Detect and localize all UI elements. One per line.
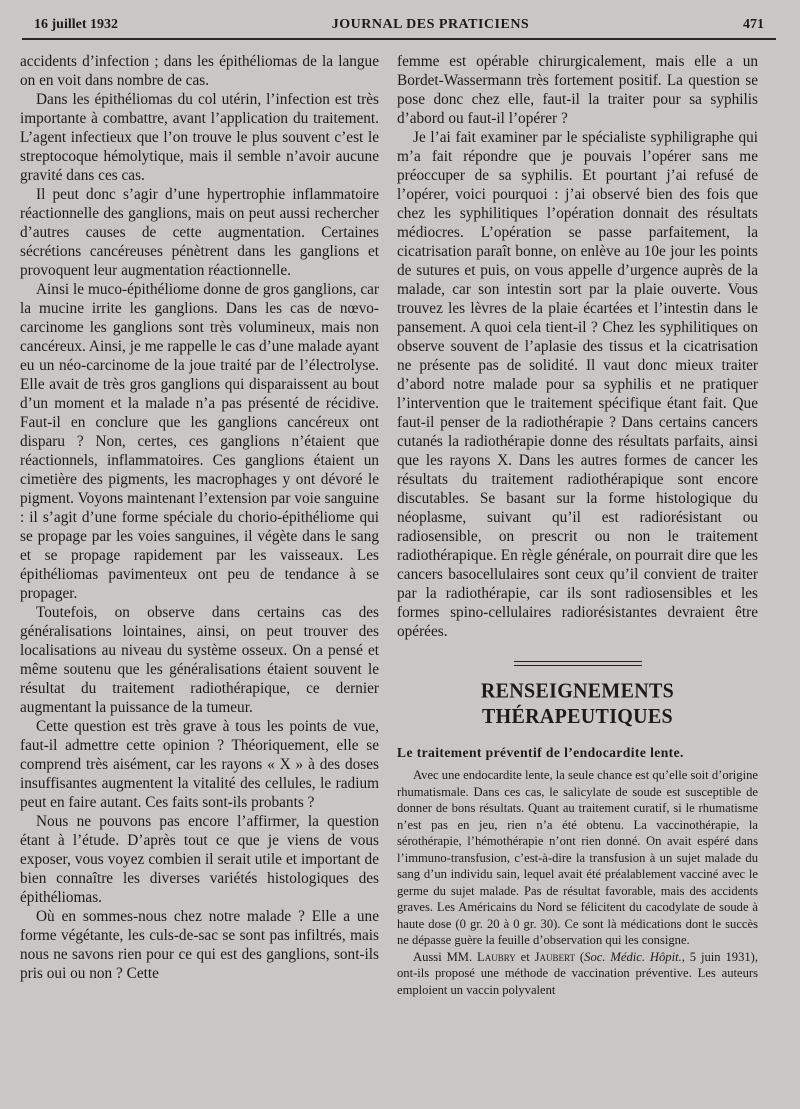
article-p2-start: Aussi MM. xyxy=(413,949,478,964)
left-paragraph-7: Nous ne pouvons pas encore l’affirmer, la question étant à l’étude. D’après tout ce que je viens de vous exposer, vous voyez combien il serait utile et important de bien connaître les diverses variétés histologiques des épithéliomas. xyxy=(20,813,379,906)
author-laubry: Laubry xyxy=(477,949,516,964)
article-body xyxy=(397,767,758,998)
right-paragraph-1: femme est opérable chirurgicalement, mais elle a un Bordet-Wassermann très fortement positif. La question se pose donc chez elle, faut-il la traiter pour sa syphilis d’abord ou faut-il l’opérer ? xyxy=(397,53,758,127)
header-page-number: 471 xyxy=(742,17,764,32)
header-rule xyxy=(22,38,776,40)
right-column xyxy=(397,52,758,1089)
left-paragraph-2: Dans les épithéliomas du col utérin, l’infection est très importante à combattre, avant l’application du traitement. L’agent infectieux que l’on trouve le plus souvent c’est le streptocoque hémolytique, mais il semble n’avoir aucune gravité dans ces cas. xyxy=(20,91,379,184)
left-paragraph-6: Cette question est très grave à tous les points de vue, faut-il admettre cette opinion ? Théoriquement, elle se comprend très aisément, car les rayons « X » à des doses insuffisantes augmentent la vitalité des cellules, le radium peut en faire autant. Ces faits sont-ils probants ? xyxy=(20,718,379,811)
author-jaubert: Jaubert xyxy=(534,949,576,964)
article-p2-and: et xyxy=(515,949,535,964)
article-p2-rest: , 5 juin 1931), ont-ils proposé une méthode de vaccination préventive. Les auteurs emploient un vaccin polyvalent xyxy=(397,949,759,997)
section-title: RENSEIGNEMENTS THÉRAPEUTIQUES xyxy=(480,679,675,729)
section-divider xyxy=(397,661,758,666)
article-p2-open: ( xyxy=(575,949,585,964)
right-paragraph-2: Je l’ai fait examiner par le spécialiste syphiligraphe qui m’a fait répondre que je pouvais l’opérer sans me préoccuper de sa syphilis. Et pourtant j’ai refusé de l’opérer, voici pourquoi : j’ai observé bien des fois que chez les syphilitiques l’opération donnait des résultats médiocres. L’opération se passe parfaitement, la cicatrisation paraît bonne, on enlève au 10e jour les points de sutures et puis, on vous appelle d’urgence auprès de la malade, car son intestin sort par la plaie ouverte. Vous trouvez les lèvres de la plaie écartées et l’intestin dans le pansement. A quoi cela tient-il ? Chez les syphilitiques on observe souvent de l’aplasie des tissus et la cicatrisation ne présente pas de solidité. Il vaut donc mieux traiter d’abord notre malade pour sa syphilis et ne pratiquer l’intervention que le traitement spécifique étant fait. Que faut-il penser de la radiothérapie ? Dans certains cancers cutanés la radiothérapie donne des résultats parfaits, ainsi que les rayons X. Dans les autres formes de cancer les résultats du traitement radiothérapique sont encore discutables. Se basant sur la forme histologique du néoplasme, suivant qu’il est radiorésistant ou radiosensible, on prescrit ou non le traitement radiothérapique. En règle générale, on pourrait dire que les cancers basocellulaires sont ceux qu’il convient de traiter par la radiothérapie, car ils sont radiosensibles et les formes spino-cellulaires radiorésistantes devraient être opérées. xyxy=(397,129,758,640)
left-paragraph-8: Où en sommes-nous chez notre malade ? Elle a une forme végétante, les culs-de-sac se sont pas infiltrés, mais nous ne savons rien pour ce qui est des ganglions, sont-ils pris oui ou non ? Cette xyxy=(20,908,379,982)
left-column xyxy=(20,52,379,1089)
page-header xyxy=(34,14,764,36)
left-paragraph-1: accidents d’infection ; dans les épithéliomas de la langue on en voit dans nombre de cas. xyxy=(20,53,379,89)
header-journal-title: JOURNAL DES PRATICIENS xyxy=(331,17,530,32)
left-paragraph-5: Toutefois, on observe dans certains cas des généralisations lointaines, ainsi, on peut trouver des localisations au niveau du système osseux. On a pensé et même soutenu que les généralisations étaient souvent le résultat du traitement radiothérapique, ce dernier augmentant la puissance de la tumeur. xyxy=(20,604,379,716)
citation-journal: Soc. Médic. Hôpit. xyxy=(584,949,682,964)
article-paragraph-2 xyxy=(397,949,758,999)
left-paragraph-3: Il peut donc s’agir d’une hypertrophie inflammatoire réactionnelle des ganglions, mais on peut aussi rechercher d’autres causes de cette augmentation. Certaines sécrétions cancéreuses pénètrent dans les ganglions et provoquent leur augmentation réactionnelle. xyxy=(20,186,379,279)
article-title: Le traitement préventif de l’endocardite lente. xyxy=(397,745,684,760)
header-date: 16 juillet 1932 xyxy=(34,17,118,32)
article-paragraph-1: Avec une endocardite lente, la seule chance est qu’elle soit d’origine rhumatismale. Dans ces cas, le salicylate de soude est susceptible de donner de bons résultats. Quant au traitement curatif, si le rhumatisme n’est pas en jeu, rien n’a été obtenu. La vaccinothérapie, la sérothérapie, l’hémothérapie n’ont rien donné. On avait espéré dans l’immuno-transfusion, c’est-à-dire la transfusion à un sujet malade du sang d’un individu sain, lequel avait été préalablement vacciné avec le germe du sujet malade. Pas de résultat favorable, mais des accidents graves. Les Américains du Nord se félicitent du cacodylate de soude à haute dose (0 gr. 20 à 0 gr. 30). Ce sont là médications dont le succès ne dépasse guère la feuille d’observation qui les consigne. xyxy=(397,768,758,947)
left-paragraph-4: Ainsi le muco-épithéliome donne de gros ganglions, car la mucine irrite les ganglions. Dans les cas de nœvo-carcinome les ganglions sont très volumineux, mais non cancéreux. Ainsi, je me rappelle le cas d’une malade ayant eu un néo-carcinome de la joue traité par de l’électrolyse. Elle avait de très gros ganglions qui disparaissent au bout d’un moment et la malade n’a pas présenté de récidive. Faut-il en conclure que les ganglions cancéreux ont disparu ? Non, certes, ces ganglions n’étaient que réactionnels, inflammatoires. Ces ganglions étaient un cimetière des pigments, les macrophages y ont dévoré le pigment. Voyons maintenant l’extension par voie sanguine : il s’agit d’une forme spéciale du chorio-épithéliome qui se propage par les voies sanguines, il végète dans le sang et se propage rapidement par les vaisseaux. Les épithéliomas pavimenteux ont peu de tendance à se propager. xyxy=(20,281,379,602)
